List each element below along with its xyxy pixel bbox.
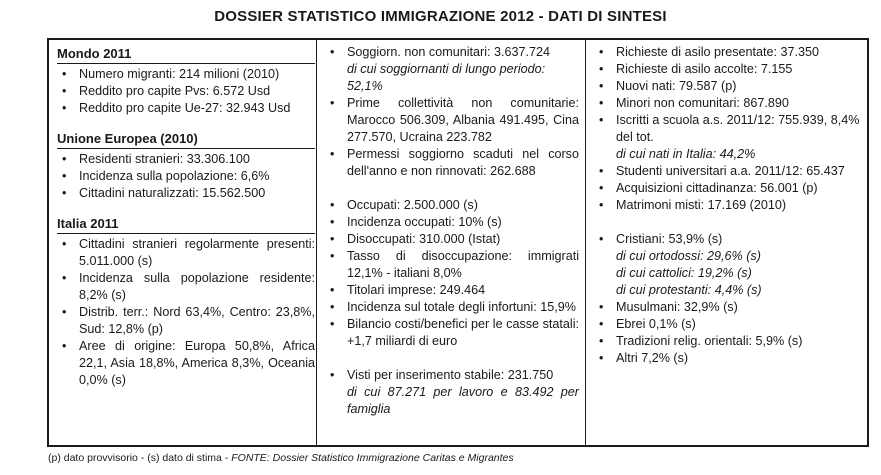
list-item [325, 44, 579, 95]
column-right [594, 44, 862, 367]
list-item: • Titolari imprese: 249.464 [325, 282, 579, 299]
list-item [594, 112, 862, 163]
list-lavoro [325, 197, 579, 350]
item-sub: di cui 87.271 per lavoro e 83.492 per famiglia [347, 385, 579, 416]
item-main: Visti per inserimento stabile: 231.750 [347, 368, 554, 382]
list-item: • Minori non comunitari: 867.890 [594, 95, 862, 112]
section-heading-italia: Italia 2011 [57, 214, 315, 234]
footnote-legend: (p) dato provvisorio - (s) dato di stima - [48, 452, 232, 464]
list-visti [325, 367, 579, 418]
list-item: • Ebrei 0,1% (s) [594, 316, 862, 333]
list-soggiorni [325, 44, 579, 180]
list-mondo [57, 66, 315, 117]
footnote-source: FONTE: Dossier Statistico Immigrazione Caritas e Migrantes [231, 452, 514, 464]
column-divider [585, 40, 586, 445]
list-item: • Musulmani: 32,9% (s) [594, 299, 862, 316]
list-item: • Prime collettività non comunitarie: Marocco 506.309, Albania 491.495, Cina 277.570, Ucraina 223.782 [325, 95, 579, 146]
list-item: • Richieste di asilo accolte: 7.155 [594, 61, 862, 78]
item-main: Iscritti a scuola a.s. 2011/12: 755.939, 8,4% del tot. [616, 113, 860, 144]
list-item: • Incidenza sulla popolazione residente: 8,2% (s) [57, 270, 315, 304]
item-sub: di cui cattolici: 19,2% (s) [616, 266, 752, 280]
list-item: • Altri 7,2% (s) [594, 350, 862, 367]
column-middle [325, 44, 579, 418]
page-title: DOSSIER STATISTICO IMMIGRAZIONE 2012 - DATI DI SINTESI [214, 8, 667, 25]
list-item: • Disoccupati: 310.000 (Istat) [325, 231, 579, 248]
list-item: • Incidenza sulla popolazione: 6,6% [57, 168, 315, 185]
list-item: • Aree di origine: Europa 50,8%, Africa 22,1, Asia 18,8%, America 8,3%, Oceania 0,0% (s) [57, 338, 315, 389]
list-asilo [594, 44, 862, 214]
list-italia [57, 236, 315, 389]
list-item: • Bilancio costi/benefici per le casse statali: +1,7 miliardi di euro [325, 316, 579, 350]
summary-table [47, 38, 869, 447]
list-item: • Incidenza occupati: 10% (s) [325, 214, 579, 231]
item-sub: di cui soggiornanti di lungo periodo: 52,1% [347, 62, 546, 93]
list-item: • Distrib. terr.: Nord 63,4%, Centro: 23,8%, Sud: 12,8% (p) [57, 304, 315, 338]
item-main: Soggiorn. non comunitari: 3.637.724 [347, 45, 551, 59]
item-sub: di cui protestanti: 4,4% (s) [616, 283, 762, 297]
item-sub: di cui ortodossi: 29,6% (s) [616, 249, 761, 263]
list-item: • Permessi soggiorno scaduti nel corso dell'anno e non rinnovati: 262.688 [325, 146, 579, 180]
section-heading-mondo: Mondo 2011 [57, 44, 315, 64]
list-item: • Richieste di asilo presentate: 37.350 [594, 44, 862, 61]
list-item: • Reddito pro capite Ue-27: 32.943 Usd [57, 100, 315, 117]
column-divider [316, 40, 317, 445]
list-item [594, 231, 862, 299]
list-item: • Incidenza sul totale degli infortuni: 15,9% [325, 299, 579, 316]
list-item: • Cittadini naturalizzati: 15.562.500 [57, 185, 315, 202]
item-sub: di cui nati in Italia: 44,2% [616, 147, 756, 161]
list-item: • Cittadini stranieri regolarmente presenti: 5.011.000 (s) [57, 236, 315, 270]
list-ue [57, 151, 315, 202]
list-item: • Tasso di disoccupazione: immigrati 12,1% - italiani 8,0% [325, 248, 579, 282]
footnote [48, 452, 514, 464]
list-item [325, 367, 579, 418]
list-item: • Reddito pro capite Pvs: 6.572 Usd [57, 83, 315, 100]
list-item: • Numero migranti: 214 milioni (2010) [57, 66, 315, 83]
list-item: • Studenti universitari a.a. 2011/12: 65.437 [594, 163, 862, 180]
list-religioni [594, 231, 862, 367]
section-heading-ue: Unione Europea (2010) [57, 129, 315, 149]
list-item: • Acquisizioni cittadinanza: 56.001 (p) [594, 180, 862, 197]
item-main: Cristiani: 53,9% (s) [616, 232, 723, 246]
list-item: • Matrimoni misti: 17.169 (2010) [594, 197, 862, 214]
list-item: • Nuovi nati: 79.587 (p) [594, 78, 862, 95]
list-item: • Occupati: 2.500.000 (s) [325, 197, 579, 214]
column-left [57, 44, 315, 389]
list-item: • Residenti stranieri: 33.306.100 [57, 151, 315, 168]
list-item: • Tradizioni relig. orientali: 5,9% (s) [594, 333, 862, 350]
